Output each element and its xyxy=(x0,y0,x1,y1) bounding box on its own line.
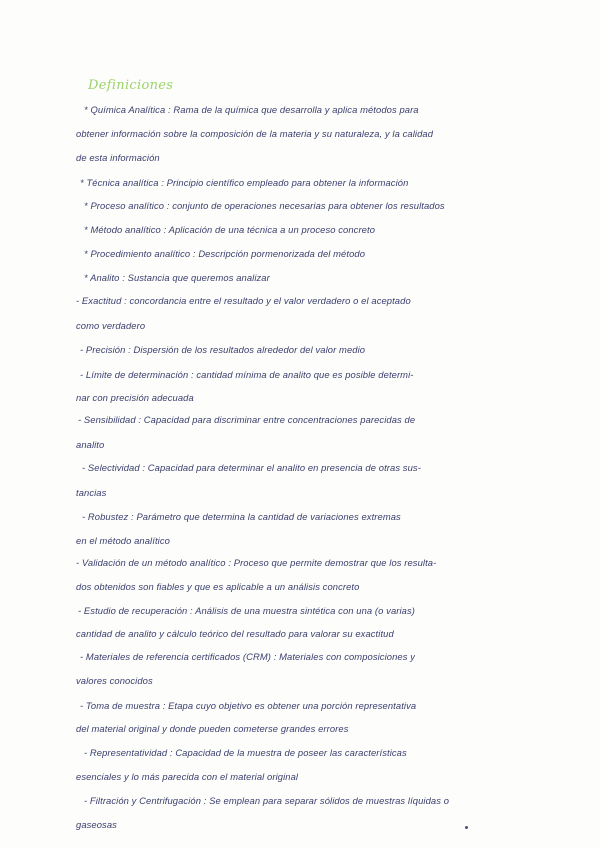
definition-text: : Proceso que permite demostrar que los resulta- xyxy=(225,557,437,568)
note-line xyxy=(80,177,408,188)
definition-text: en el método analítico xyxy=(76,535,170,546)
note-line xyxy=(76,581,359,592)
definition-term: - Estudio de recuperación xyxy=(78,605,188,616)
definition-term: - Validación de un método analítico xyxy=(76,557,226,568)
note-line xyxy=(82,511,401,522)
definition-text: : Descripción pormenorizada del método xyxy=(190,248,366,259)
definition-text: dos obtenidos son fiables y que es aplicable a un análisis concreto xyxy=(76,581,360,592)
definition-text: : Parámetro que determina la cantidad de variaciones extremas xyxy=(128,511,401,522)
definition-text: como verdadero xyxy=(76,320,146,331)
note-line xyxy=(84,104,419,115)
note-line xyxy=(78,414,415,425)
definition-text: : Análisis de una muestra sintética con una (o varias) xyxy=(187,605,415,616)
definition-text: : Rama de la química que desarrolla y aplica métodos para xyxy=(165,104,419,115)
definition-text: : Capacidad para discriminar entre concentraciones parecidas de xyxy=(135,414,416,425)
note-line xyxy=(76,675,153,686)
note-line xyxy=(76,128,433,139)
definition-term: * Método analítico xyxy=(84,224,161,235)
definition-text: obtener información sobre la composición de la materia y su naturaleza, y la calidad xyxy=(76,128,434,139)
definition-term: - Materiales de referencia certificados (CRM) xyxy=(80,651,272,662)
definition-text: tancias xyxy=(76,487,107,498)
definition-term: - Precisión xyxy=(80,344,126,355)
definition-text: : Materiales con composiciones y xyxy=(271,651,415,662)
definition-term: - Representatividad xyxy=(84,747,168,758)
note-line xyxy=(76,392,194,403)
definition-text: : Etapa cuyo objetivo es obtener una porción representativa xyxy=(160,700,417,711)
definition-term: - Toma de muestra xyxy=(80,700,161,711)
note-line xyxy=(76,771,298,782)
definition-text: cantidad de analito y cálculo teórico del resultado para valorar su exactitud xyxy=(76,628,394,639)
definition-term: - Filtración y Centrifugación xyxy=(84,795,202,806)
note-line xyxy=(76,535,170,546)
note-line xyxy=(80,344,365,355)
definition-text: : Se emplean para separar sólidos de muestras líquidas o xyxy=(201,795,450,806)
definition-text: : Capacidad para determinar el analito en presencia de otras sus- xyxy=(139,462,421,473)
note-line xyxy=(84,200,445,211)
definition-text: valores conocidos xyxy=(76,675,153,686)
definition-term: - Límite de determinación xyxy=(80,369,189,380)
note-line xyxy=(84,747,407,758)
note-line xyxy=(82,462,421,473)
definition-term: * Técnica analítica xyxy=(80,177,159,188)
definition-term: * Procedimiento analítico xyxy=(84,248,191,259)
definition-term: * Analito xyxy=(84,272,120,283)
note-line xyxy=(84,224,375,235)
definition-text: : conjunto de operaciones necesarias para obtener los resultados xyxy=(164,200,445,211)
note-line xyxy=(84,272,270,283)
definition-term: - Exactitud xyxy=(76,295,122,306)
note-line xyxy=(76,152,160,163)
note-line xyxy=(76,557,436,568)
definition-text: : concordancia entre el resultado y el valor verdadero o el aceptado xyxy=(121,295,411,306)
definition-text: : Aplicación de una técnica a un proceso concreto xyxy=(160,224,376,235)
definition-text: : Dispersión de los resultados alrededor del valor medio xyxy=(125,344,366,355)
note-line xyxy=(76,723,349,734)
definition-text: del material original y donde pueden cometerse grandes errores xyxy=(76,723,349,734)
note-line xyxy=(76,487,106,498)
stray-mark xyxy=(465,826,468,829)
definition-text: gaseosas xyxy=(76,819,117,830)
note-line xyxy=(80,651,415,662)
definition-text: : Capacidad de la muestra de poseer las características xyxy=(167,747,407,758)
note-line xyxy=(76,819,117,830)
note-line xyxy=(84,795,449,806)
definition-text: : cantidad mínima de analito que es posible determi- xyxy=(188,369,414,380)
definition-term: - Robustez xyxy=(82,511,129,522)
page-title: Definiciones xyxy=(88,78,174,93)
definition-text: analito xyxy=(76,439,105,450)
definition-text: de esta información xyxy=(76,152,160,163)
definition-text: esenciales y lo más parecida con el material original xyxy=(76,771,299,782)
note-line xyxy=(78,605,415,616)
note-line xyxy=(76,628,394,639)
note-line xyxy=(80,369,414,380)
note-line xyxy=(84,248,365,259)
definition-term: - Selectividad xyxy=(82,462,140,473)
note-line xyxy=(76,320,145,331)
definition-term: * Química Analítica xyxy=(84,104,166,115)
definition-text: : Principio científico empleado para obtener la información xyxy=(158,177,409,188)
definition-text: : Sustancia que queremos analizar xyxy=(119,272,270,283)
note-line xyxy=(80,700,416,711)
definition-term: * Proceso analítico xyxy=(84,200,165,211)
definition-term: - Sensibilidad xyxy=(78,414,136,425)
note-line xyxy=(76,295,411,306)
note-line xyxy=(76,439,104,450)
definition-text: nar con precisión adecuada xyxy=(76,392,194,403)
